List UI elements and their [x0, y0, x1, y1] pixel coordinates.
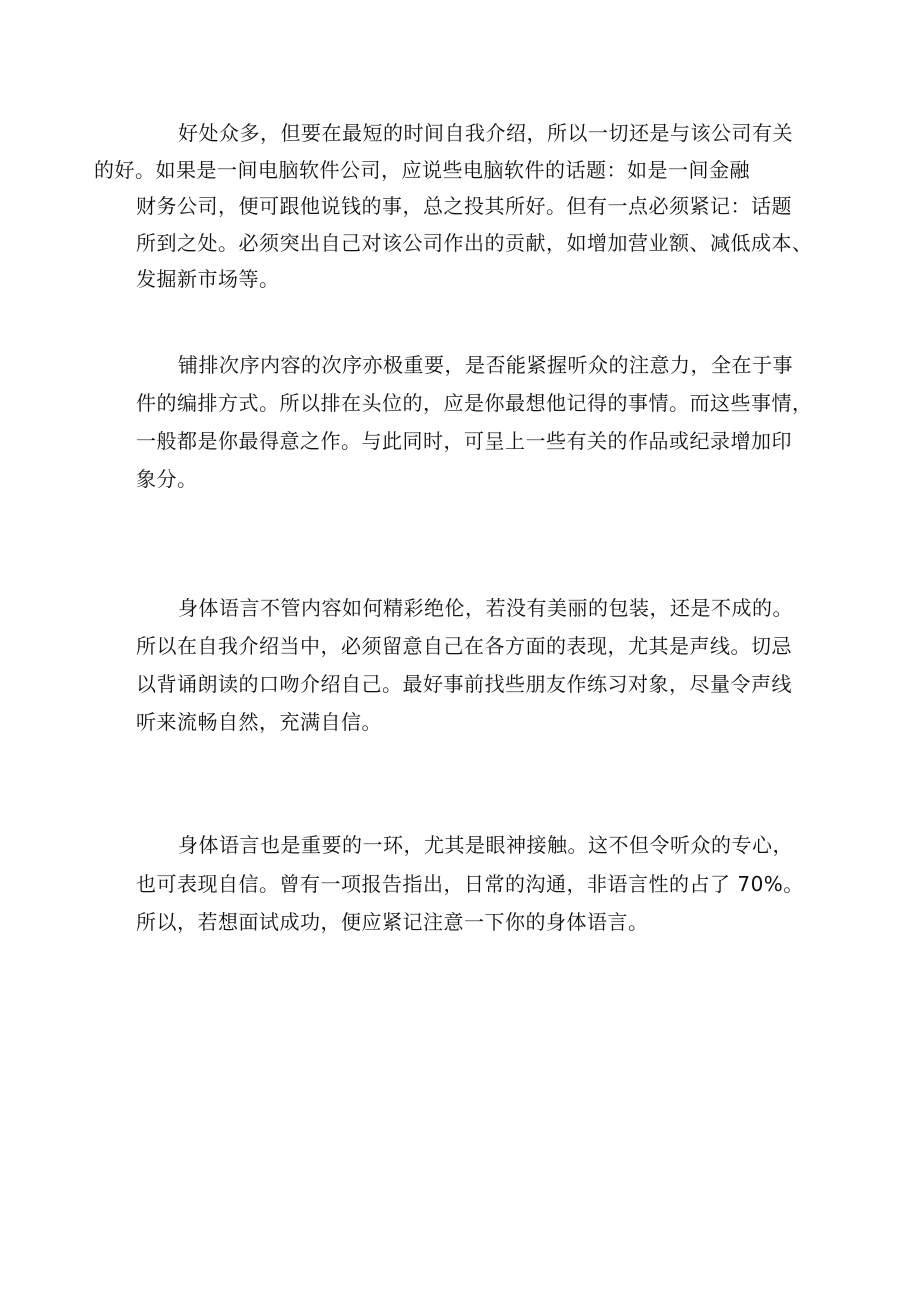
paragraph-3-line-4: 听来流畅自然，充满自信。 — [136, 710, 382, 734]
paragraph-2 — [136, 346, 813, 498]
paragraph-2-line-2: 件的编排方式。所以排在头位的，应是你最想他记得的事情。而这些事情， — [136, 391, 813, 415]
paragraph-2-line-3: 一般都是你最得意之作。与此同时，可呈上一些有关的作品或纪录增加印 — [136, 429, 792, 453]
paragraph-1-line-2: 的好。如果是一间电脑软件公司，应说些电脑软件的话题：如是一间金融 — [94, 157, 750, 182]
paragraph-4-line-3: 所以，若想面试成功，便应紧记注意一下你的身体语言。 — [136, 910, 649, 934]
paragraph-1-line-4: 所到之处。必须突出自己对该公司作出的贡献，如增加营业额、减低成本、 — [136, 230, 813, 255]
paragraph-4 — [136, 826, 804, 942]
paragraph-2-line-1: 铺排次序内容的次序亦极重要，是否能紧握听众的注意力，全在于事 — [178, 353, 793, 377]
paragraph-3-line-1: 身体语言不管内容如何精彩绝伦，若没有美丽的包装，还是不成的。 — [178, 596, 793, 620]
paragraph-2-line-4: 象分。 — [136, 467, 198, 491]
paragraph-1-line-1: 好处众多，但要在最短的时间自我介绍，所以一切还是与该公司有关 — [178, 121, 793, 145]
paragraph-4-line-2: 也可表现自信。曾有一项报告指出，日常的沟通，非语言性的占了 70%。 — [136, 871, 804, 896]
paragraph-1 — [94, 115, 813, 298]
paragraph-3 — [136, 589, 793, 741]
paragraph-3-line-2: 所以在自我介绍当中，必须留意自己在各方面的表现，尤其是声线。切忌 — [136, 634, 792, 658]
paragraph-1-line-3: 财务公司，便可跟他说钱的事，总之投其所好。但有一点必须紧记：话题 — [136, 194, 792, 218]
paragraph-1-line-5: 发掘新市场等。 — [136, 267, 280, 291]
paragraph-4-line-1: 身体语言也是重要的一环，尤其是眼神接触。这不但令听众的专心， — [178, 833, 793, 857]
paragraph-3-line-3: 以背诵朗读的口吻介绍自己。最好事前找些朋友作练习对象，尽量令声线 — [136, 672, 792, 696]
